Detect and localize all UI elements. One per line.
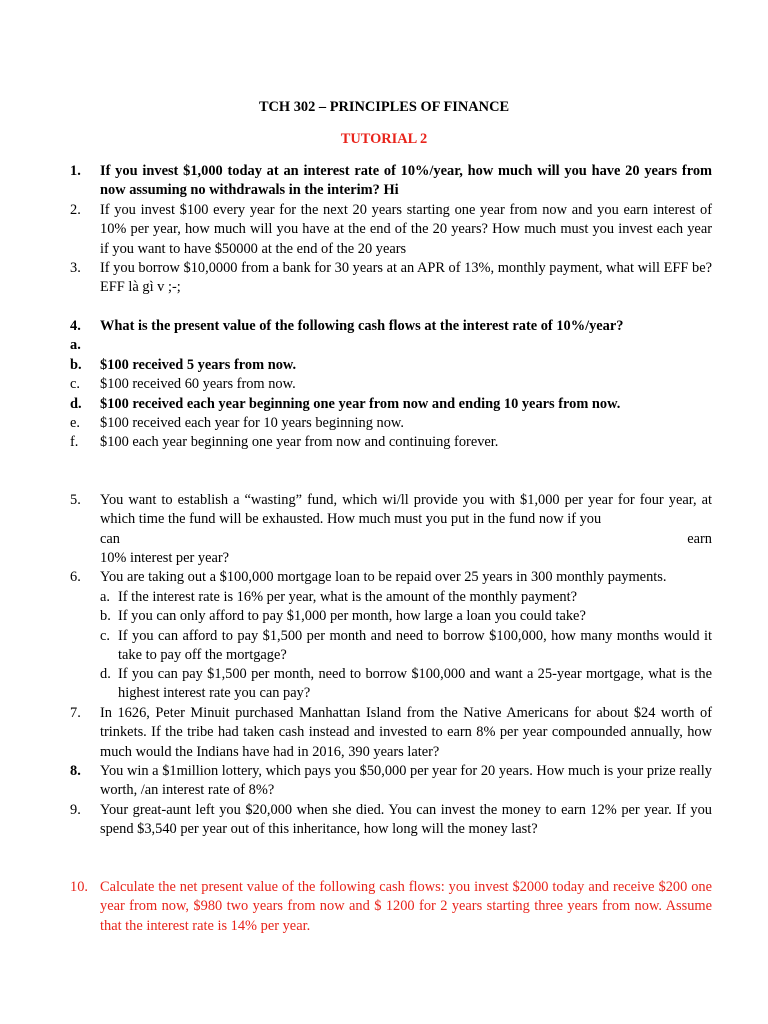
question-text: You win a $1million lottery, which pays you $50,000 per year for 20 years. How much is your prize really worth, /an interest rate of 8%? xyxy=(100,763,712,799)
part-label: b. xyxy=(70,357,82,373)
part-label: e. xyxy=(70,415,80,431)
question-1 xyxy=(70,162,712,201)
question-number: 2. xyxy=(70,202,81,218)
question-number: 10. xyxy=(70,879,88,895)
question-number: 3. xyxy=(70,260,81,276)
part-text: $100 received 60 years from now. xyxy=(100,376,296,392)
question-4-part-f xyxy=(70,433,712,452)
question-10 xyxy=(70,878,712,936)
question-7 xyxy=(70,704,712,762)
question-number: 7. xyxy=(70,705,81,721)
question-4-part-b xyxy=(70,356,712,375)
question-text-end: 10% interest per year? xyxy=(100,550,230,566)
question-number: 8. xyxy=(70,763,81,779)
course-title: TCH 302 – PRINCIPLES OF FINANCE xyxy=(258,99,510,115)
question-number: 1. xyxy=(70,163,81,179)
question-number: 5. xyxy=(70,492,81,508)
spread-word-left: can xyxy=(100,531,120,547)
question-9 xyxy=(70,801,712,840)
part-label: c. xyxy=(70,376,80,392)
part-text: $100 received each year for 10 years beginning now. xyxy=(100,415,404,431)
part-text: If the interest rate is 16% per year, what is the amount of the monthly payment? xyxy=(118,589,577,605)
question-text: You are taking out a $100,000 mortgage loan to be repaid over 25 years in 300 monthly payments. xyxy=(100,569,667,585)
question-text: In 1626, Peter Minuit purchased Manhattan Island from the Native Americans for about $24 worth of trinkets. If the tribe had taken cash instead and invested to earn 8% per year compounded annually, how much would the Indians have had in 2016, 390 years later? xyxy=(100,705,712,760)
question-text: If you invest $1,000 today at an interest rate of 10%/year, how much will you have 20 years from now assuming no withdrawals in the interim? Hi xyxy=(100,163,712,199)
question-text: What is the present value of the following cash flows at the interest rate of 10%/year? xyxy=(100,318,624,334)
question-text: You want to establish a “wasting” fund, which wi/ll provide you with $1,000 per year for four year, at which time the fund will be exhausted. How much must you put in the fund now if you xyxy=(100,492,712,528)
part-label: c. xyxy=(100,628,110,644)
tutorial-title: TUTORIAL 2 xyxy=(340,131,428,147)
part-label: a. xyxy=(70,337,81,353)
question-5-end xyxy=(100,549,712,568)
question-4-part-c xyxy=(70,375,712,394)
part-text: $100 each year beginning one year from now and continuing forever. xyxy=(100,434,499,450)
part-label: d. xyxy=(70,396,82,412)
spread-word-right: earn xyxy=(687,531,712,547)
question-text: If you borrow $10,0000 from a bank for 30 years at an APR of 13%, monthly payment, what will EFF be? EFF là gì v ;-; xyxy=(100,260,712,296)
question-text: Your great-aunt left you $20,000 when she died. You can invest the money to earn 12% per year. If you spend $3,540 per year out of this inheritance, how long will the money last? xyxy=(100,802,712,838)
part-label: d. xyxy=(100,666,111,682)
question-4-part-e xyxy=(70,414,712,433)
question-number: 6. xyxy=(70,569,81,585)
part-label: f. xyxy=(70,434,79,450)
question-number: 4. xyxy=(70,318,81,334)
question-5 xyxy=(70,491,712,530)
question-3 xyxy=(70,259,712,298)
question-5-spread-line xyxy=(100,530,712,549)
question-6-part-a xyxy=(100,588,712,607)
question-text: If you invest $100 every year for the next 20 years starting one year from now and you earn interest of 10% per year, how much will you have at the end of the 20 years? How much must you invest each year if you want to have $50000 at the end of the 20 years xyxy=(100,202,712,257)
part-text: If you can only afford to pay $1,000 per month, how large a loan you could take? xyxy=(118,608,586,624)
part-text: $100 received 5 years from now. xyxy=(100,357,297,373)
question-6-part-c xyxy=(100,627,712,666)
question-number: 9. xyxy=(70,802,81,818)
question-8 xyxy=(70,762,712,801)
question-text: Calculate the net present value of the following cash flows: you invest $2000 today and receive $200 one year from now, $980 two years from now and $ 1200 for 2 years starting three years from now. Assume that the interest rate is 14% per year. xyxy=(100,879,712,934)
question-6-part-d xyxy=(100,665,712,704)
part-label: b. xyxy=(100,608,111,624)
question-2 xyxy=(70,201,712,259)
part-label: a. xyxy=(100,589,110,605)
question-6-part-b xyxy=(100,607,712,626)
question-4-part-d xyxy=(70,395,712,414)
question-4 xyxy=(70,317,712,336)
part-text: If you can pay $1,500 per month, need to borrow $100,000 and want a 25-year mortgage, what is the highest interest rate you can pay? xyxy=(118,666,712,702)
part-text: $100 received each year beginning one year from now and ending 10 years from now. xyxy=(100,396,621,412)
part-text: If you can afford to pay $1,500 per month and need to borrow $100,000, how many months would it take to pay off the mortgage? xyxy=(118,628,712,664)
question-6 xyxy=(70,568,712,587)
